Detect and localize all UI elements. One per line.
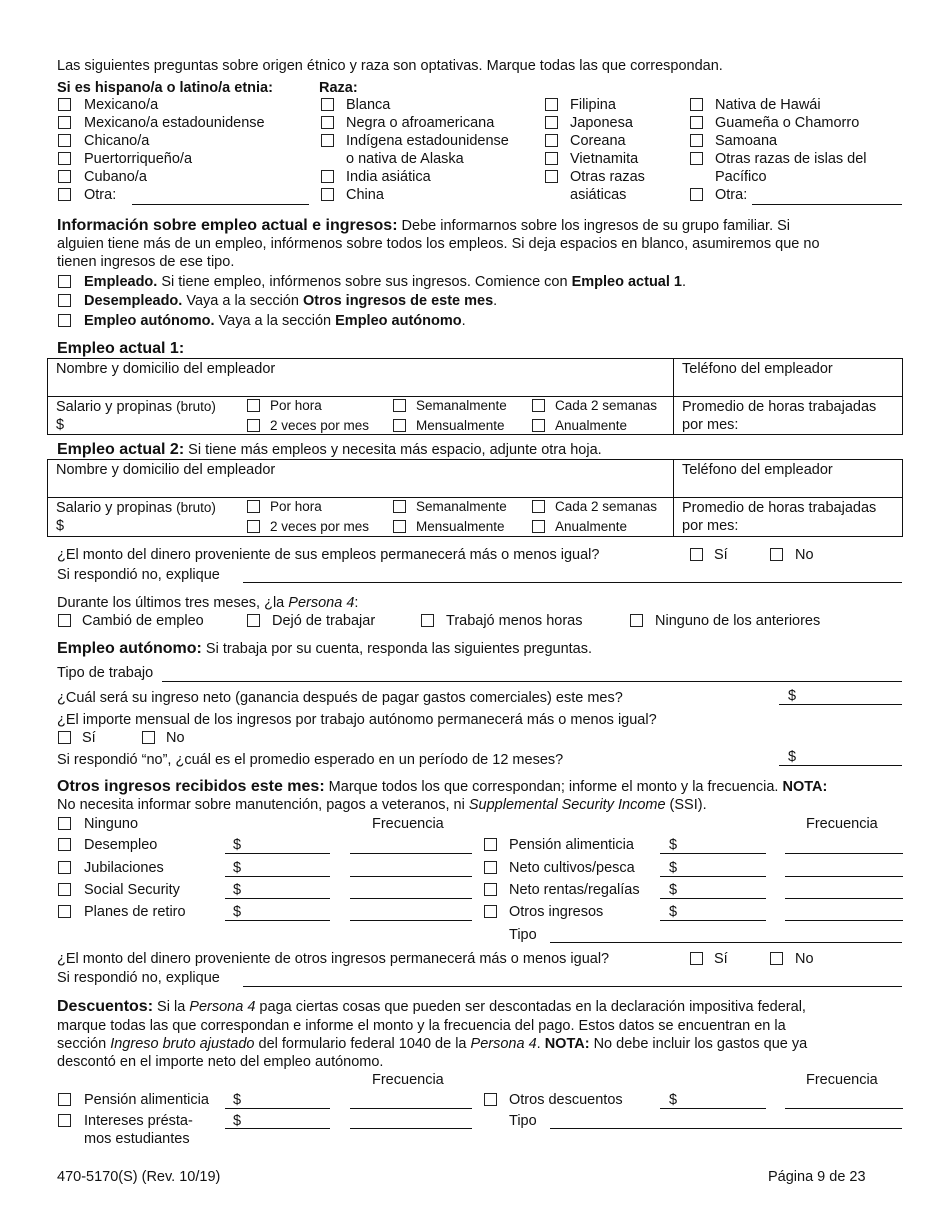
changed-job-label: Cambió de empleo bbox=[82, 613, 204, 629]
race-checkbox[interactable] bbox=[321, 98, 334, 111]
race-checkbox[interactable] bbox=[690, 116, 703, 129]
self-same-no-label: No bbox=[166, 730, 185, 746]
job2-employer-label: Nombre y domicilio del empleador bbox=[56, 462, 276, 478]
employment-intro bbox=[57, 217, 790, 235]
job1-yearly-label: Anualmente bbox=[555, 418, 628, 433]
race-checkbox[interactable] bbox=[545, 116, 558, 129]
alimony-checkbox[interactable] bbox=[58, 1093, 71, 1106]
jobs-same-yes-checkbox[interactable] bbox=[690, 548, 703, 561]
employed-checkbox[interactable] bbox=[58, 275, 71, 288]
job1-weekly-checkbox[interactable] bbox=[393, 399, 406, 412]
frequency-header-right: Frecuencia bbox=[806, 816, 878, 832]
job1-yearly-checkbox[interactable] bbox=[532, 419, 545, 432]
self-same-yes-checkbox[interactable] bbox=[58, 731, 71, 744]
frequency-header-left: Frecuencia bbox=[372, 816, 444, 832]
avg-dollar: $ bbox=[788, 749, 797, 765]
job1-monthly-checkbox[interactable] bbox=[393, 419, 406, 432]
job2-monthly-label: Mensualmente bbox=[416, 519, 505, 534]
income-frequency-field[interactable] bbox=[785, 876, 903, 877]
job1-wages-label: Salario y propinas (bruto) bbox=[56, 399, 216, 415]
race-checkbox[interactable] bbox=[545, 134, 558, 147]
other-deductions-dollar: $ bbox=[669, 1092, 678, 1108]
job1-dollar: $ bbox=[56, 417, 65, 433]
other-same-yes-checkbox[interactable] bbox=[690, 952, 703, 965]
income-amount-field[interactable] bbox=[660, 876, 766, 877]
deductions-frequency-right: Frecuencia bbox=[806, 1072, 878, 1088]
self-same-yes-label: Sí bbox=[82, 730, 96, 746]
job1-twice-month-checkbox[interactable] bbox=[247, 419, 260, 432]
ethnicity-label: Puertorriqueño/a bbox=[84, 151, 193, 167]
income-dollar: $ bbox=[669, 837, 678, 853]
other-explain-field[interactable] bbox=[243, 986, 902, 987]
job2-every2-label: Cada 2 semanas bbox=[555, 499, 658, 514]
ethnicity-label: Mexicano/a estadounidense bbox=[84, 115, 265, 131]
race-label: China bbox=[346, 187, 384, 203]
income-frequency-field[interactable] bbox=[350, 853, 472, 854]
race-label: Vietnamita bbox=[570, 151, 639, 167]
income-amount-field[interactable] bbox=[225, 853, 330, 854]
race-label: Filipina bbox=[570, 97, 616, 113]
last3-question: Durante los últimos tres meses, ¿la Persona 4: bbox=[57, 595, 359, 611]
deductions-text: sección Ingreso bruto ajustado del formulario federal 1040 de la Persona 4. NOTA: No debe incluir los gastos que ya bbox=[57, 1036, 808, 1052]
deductions-type-field[interactable] bbox=[550, 1128, 902, 1129]
ethnicity-label: Mexicano/a bbox=[84, 97, 159, 113]
ethnicity-checkbox[interactable] bbox=[58, 152, 71, 165]
other-income-text: No necesita informar sobre manutención, pagos a veteranos, ni Supplemental Security Income (SSI). bbox=[57, 797, 707, 813]
job1-hourly-label: Por hora bbox=[270, 398, 322, 413]
job1-twice-month-label: 2 veces por mes bbox=[270, 418, 370, 433]
other-deductions-amount-field[interactable] bbox=[660, 1108, 766, 1109]
alimony-dollar: $ bbox=[233, 1092, 242, 1108]
race-label: o nativa de Alaska bbox=[346, 151, 464, 167]
other-same-no-label: No bbox=[795, 951, 814, 967]
job1-hourly-checkbox[interactable] bbox=[247, 399, 260, 412]
jobs-same-no-checkbox[interactable] bbox=[770, 548, 783, 561]
race-header: Raza: bbox=[319, 80, 358, 96]
employment-text: Debe informarnos sobre los ingresos de su grupo familiar. Si bbox=[397, 218, 791, 234]
employment-title: Información sobre empleo actual e ingresos: bbox=[57, 217, 398, 234]
jobs-same-yes-label: Sí bbox=[714, 547, 728, 563]
job2-phone-label: Teléfono del empleador bbox=[682, 462, 833, 478]
income-checkbox[interactable] bbox=[484, 883, 497, 896]
other-income-type-field[interactable] bbox=[550, 942, 902, 943]
income-checkbox[interactable] bbox=[58, 883, 71, 896]
income-frequency-field[interactable] bbox=[785, 920, 903, 921]
employed-label: Empleado. Si tiene empleo, infórmenos sobre sus ingresos. Comience con Empleo actual 1. bbox=[84, 274, 687, 290]
job1-phone-label: Teléfono del empleador bbox=[682, 361, 833, 377]
ethnicity-checkbox[interactable] bbox=[58, 98, 71, 111]
other-same-no-checkbox[interactable] bbox=[770, 952, 783, 965]
income-label: Neto cultivos/pesca bbox=[509, 860, 635, 876]
income-label: Social Security bbox=[84, 882, 180, 898]
income-amount-field[interactable] bbox=[660, 853, 766, 854]
income-checkbox[interactable] bbox=[58, 838, 71, 851]
jobs-explain-label: Si respondió no, explique bbox=[57, 567, 220, 583]
job2-twice-month-label: 2 veces por mes bbox=[270, 519, 370, 534]
self-employed-label: Empleo autónomo. Vaya a la sección Empleo autónomo. bbox=[84, 313, 466, 329]
race-checkbox[interactable] bbox=[321, 134, 334, 147]
income-dollar: $ bbox=[669, 904, 678, 920]
income-checkbox[interactable] bbox=[58, 905, 71, 918]
job1-weekly-label: Semanalmente bbox=[416, 398, 507, 413]
other-income-type-label: Tipo bbox=[509, 927, 537, 943]
job2-twice-month-checkbox[interactable] bbox=[247, 520, 260, 533]
income-dollar: $ bbox=[233, 904, 242, 920]
job2-weekly-checkbox[interactable] bbox=[393, 500, 406, 513]
other-same-question: ¿El monto del dinero proveniente de otros ingresos permanecerá más o menos igual? bbox=[57, 951, 610, 967]
self-emp-header: Empleo autónomo: Si trabaja por su cuenta, responda las siguientes preguntas. bbox=[57, 640, 593, 657]
ethnicity-checkbox[interactable] bbox=[58, 134, 71, 147]
income-frequency-field[interactable] bbox=[350, 898, 472, 899]
none-above-label: Ninguno de los anteriores bbox=[655, 613, 821, 629]
income-label: Otros ingresos bbox=[509, 904, 604, 920]
income-dollar: $ bbox=[233, 882, 242, 898]
income-frequency-field[interactable] bbox=[785, 853, 903, 854]
income-label: Neto rentas/regalías bbox=[509, 882, 640, 898]
income-checkbox[interactable] bbox=[484, 905, 497, 918]
employment-text: alguien tiene más de un empleo, infórmenos sobre todos los empleos. Si deja espacios en blanco, asumiremos que no bbox=[57, 236, 820, 252]
race-label: Indígena estadounidense bbox=[346, 133, 509, 149]
job1-title: Empleo actual 1: bbox=[57, 340, 185, 357]
form-number: 470-5170(S) (Rev. 10/19) bbox=[57, 1169, 221, 1185]
job2-yearly-checkbox[interactable] bbox=[532, 520, 545, 533]
job1-monthly-label: Mensualmente bbox=[416, 418, 505, 433]
stopped-work-label: Dejó de trabajar bbox=[272, 613, 376, 629]
net-income-dollar: $ bbox=[788, 688, 797, 704]
self-employed-checkbox[interactable] bbox=[58, 314, 71, 327]
race-checkbox[interactable] bbox=[690, 152, 703, 165]
race-checkbox[interactable] bbox=[321, 170, 334, 183]
student-loan-dollar: $ bbox=[233, 1113, 242, 1129]
race-label: Otras razas bbox=[570, 169, 645, 185]
income-amount-field[interactable] bbox=[225, 876, 330, 877]
job2-hourly-label: Por hora bbox=[270, 499, 322, 514]
other-deductions-label: Otros descuentos bbox=[509, 1092, 623, 1108]
job2-header: Empleo actual 2: Si tiene más empleos y necesita más espacio, adjunte otra hoja. bbox=[57, 441, 602, 458]
race-label: Otra: bbox=[715, 187, 748, 203]
jobs-explain-field[interactable] bbox=[243, 582, 902, 583]
other-deductions-frequency-field[interactable] bbox=[785, 1108, 903, 1109]
job2-every2-checkbox[interactable] bbox=[532, 500, 545, 513]
job1-hours-label: Promedio de horas trabajadas bbox=[682, 399, 877, 415]
race-label: Negra o afroamericana bbox=[346, 115, 495, 131]
none-income-label: Ninguno bbox=[84, 816, 139, 832]
self-same-no-checkbox[interactable] bbox=[142, 731, 155, 744]
job1-every2-checkbox[interactable] bbox=[532, 399, 545, 412]
ethnicity-checkbox[interactable] bbox=[58, 188, 71, 201]
race-checkbox[interactable] bbox=[690, 98, 703, 111]
ethnicity-label: Otra: bbox=[84, 187, 117, 203]
race-label: Pacífico bbox=[715, 169, 767, 185]
race-other-field[interactable] bbox=[752, 204, 902, 205]
changed-job-checkbox[interactable] bbox=[58, 614, 71, 627]
student-loan-amount-field[interactable] bbox=[225, 1128, 330, 1129]
none-above-checkbox[interactable] bbox=[630, 614, 643, 627]
race-label: Samoana bbox=[715, 133, 778, 149]
income-frequency-field[interactable] bbox=[350, 876, 472, 877]
net-income-question: ¿Cuál será su ingreso neto (ganancia después de pagar gastos comerciales) este mes? bbox=[57, 690, 623, 706]
ethnicity-header: Si es hispano/a o latino/a etnia: bbox=[57, 80, 273, 96]
unemployed-label: Desempleado. Vaya a la sección Otros ingresos de este mes. bbox=[84, 293, 498, 309]
ethnicity-label: Chicano/a bbox=[84, 133, 150, 149]
race-checkbox[interactable] bbox=[690, 188, 703, 201]
race-checkbox[interactable] bbox=[545, 98, 558, 111]
race-label: Nativa de Hawái bbox=[715, 97, 821, 113]
other-income-header: Otros ingresos recibidos este mes: Marque todos los que correspondan; informe el monto y la frecuencia. NOTA: bbox=[57, 778, 828, 795]
net-income-field[interactable] bbox=[779, 704, 902, 705]
race-checkbox[interactable] bbox=[321, 188, 334, 201]
income-dollar: $ bbox=[669, 882, 678, 898]
job2-yearly-label: Anualmente bbox=[555, 519, 628, 534]
ethnicity-checkbox[interactable] bbox=[58, 170, 71, 183]
income-dollar: $ bbox=[669, 860, 678, 876]
other-deductions-checkbox[interactable] bbox=[484, 1093, 497, 1106]
job2-hours-label: Promedio de horas trabajadas bbox=[682, 500, 877, 516]
income-amount-field[interactable] bbox=[225, 898, 330, 899]
student-loan-label2: mos estudiantes bbox=[84, 1131, 190, 1147]
ethnicity-checkbox[interactable] bbox=[58, 116, 71, 129]
income-label: Pensión alimenticia bbox=[509, 837, 634, 853]
income-label: Jubilaciones bbox=[84, 860, 164, 876]
deductions-text: marque todas las que correspondan e informe el monto y la frecuencia del pago. Estos datos se encuentran en la bbox=[57, 1018, 786, 1034]
alimony-frequency-field[interactable] bbox=[350, 1108, 472, 1109]
deductions-text: descontó en el importe neto del empleo autónomo. bbox=[57, 1054, 384, 1070]
race-checkbox[interactable] bbox=[690, 134, 703, 147]
deductions-header: Descuentos: Si la Persona 4 paga ciertas cosas que pueden ser descontadas en la declaración impositiva federal, bbox=[57, 998, 806, 1015]
race-label: Guameña o Chamorro bbox=[715, 115, 860, 131]
deductions-type-label: Tipo bbox=[509, 1113, 537, 1129]
race-label: asiáticas bbox=[570, 187, 627, 203]
income-frequency-field[interactable] bbox=[350, 920, 472, 921]
income-label: Desempleo bbox=[84, 837, 158, 853]
work-type-field[interactable] bbox=[162, 681, 902, 682]
race-label: Japonesa bbox=[570, 115, 633, 131]
job2-dollar: $ bbox=[56, 518, 65, 534]
race-checkbox[interactable] bbox=[545, 152, 558, 165]
alimony-label: Pensión alimenticia bbox=[84, 1092, 209, 1108]
job2-wages-label: Salario y propinas (bruto) bbox=[56, 500, 216, 516]
income-dollar: $ bbox=[233, 860, 242, 876]
other-same-yes-label: Sí bbox=[714, 951, 728, 967]
income-amount-field[interactable] bbox=[660, 920, 766, 921]
job2-hourly-checkbox[interactable] bbox=[247, 500, 260, 513]
income-dollar: $ bbox=[233, 837, 242, 853]
student-loan-checkbox[interactable] bbox=[58, 1114, 71, 1127]
income-checkbox[interactable] bbox=[58, 861, 71, 874]
job1-employer-label: Nombre y domicilio del empleador bbox=[56, 361, 276, 377]
work-type-label: Tipo de trabajo bbox=[57, 665, 154, 681]
fewer-hours-label: Trabajó menos horas bbox=[446, 613, 583, 629]
page-number: Página 9 de 23 bbox=[768, 1169, 866, 1185]
none-income-checkbox[interactable] bbox=[58, 817, 71, 830]
fewer-hours-checkbox[interactable] bbox=[421, 614, 434, 627]
income-label: Planes de retiro bbox=[84, 904, 186, 920]
job1-hours-label2: por mes: bbox=[682, 417, 739, 433]
income-amount-field[interactable] bbox=[660, 898, 766, 899]
intro-text: Las siguientes preguntas sobre origen étnico y raza son optativas. Marque todas las que correspondan. bbox=[57, 58, 723, 74]
ethnicity-other-field[interactable] bbox=[132, 204, 309, 205]
race-label: Otras razas de islas del bbox=[715, 151, 867, 167]
job2-monthly-checkbox[interactable] bbox=[393, 520, 406, 533]
jobs-same-question: ¿El monto del dinero proveniente de sus empleos permanecerá más o menos igual? bbox=[57, 547, 600, 563]
stopped-work-checkbox[interactable] bbox=[247, 614, 260, 627]
other-explain-label: Si respondió no, explique bbox=[57, 970, 220, 986]
income-checkbox[interactable] bbox=[484, 838, 497, 851]
jobs-same-no-label: No bbox=[795, 547, 814, 563]
self-same-question: ¿El importe mensual de los ingresos por trabajo autónomo permanecerá más o menos igual? bbox=[57, 712, 657, 728]
deductions-frequency-left: Frecuencia bbox=[372, 1072, 444, 1088]
alimony-amount-field[interactable] bbox=[225, 1108, 330, 1109]
job1-every2-label: Cada 2 semanas bbox=[555, 398, 658, 413]
avg-field[interactable] bbox=[779, 765, 902, 766]
student-loan-frequency-field[interactable] bbox=[350, 1128, 472, 1129]
race-checkbox[interactable] bbox=[545, 170, 558, 183]
income-checkbox[interactable] bbox=[484, 861, 497, 874]
income-amount-field[interactable] bbox=[225, 920, 330, 921]
avg-question: Si respondió “no”, ¿cuál es el promedio esperado en un período de 12 meses? bbox=[57, 752, 564, 768]
race-label: India asiática bbox=[346, 169, 431, 185]
employment-text: tienen ingresos de ese tipo. bbox=[57, 254, 235, 270]
race-checkbox[interactable] bbox=[321, 116, 334, 129]
job2-hours-label2: por mes: bbox=[682, 518, 739, 534]
unemployed-checkbox[interactable] bbox=[58, 294, 71, 307]
student-loan-label: Intereses présta- bbox=[84, 1113, 193, 1129]
race-label: Blanca bbox=[346, 97, 391, 113]
job2-weekly-label: Semanalmente bbox=[416, 499, 507, 514]
race-label: Coreana bbox=[570, 133, 626, 149]
income-frequency-field[interactable] bbox=[785, 898, 903, 899]
ethnicity-label: Cubano/a bbox=[84, 169, 147, 185]
